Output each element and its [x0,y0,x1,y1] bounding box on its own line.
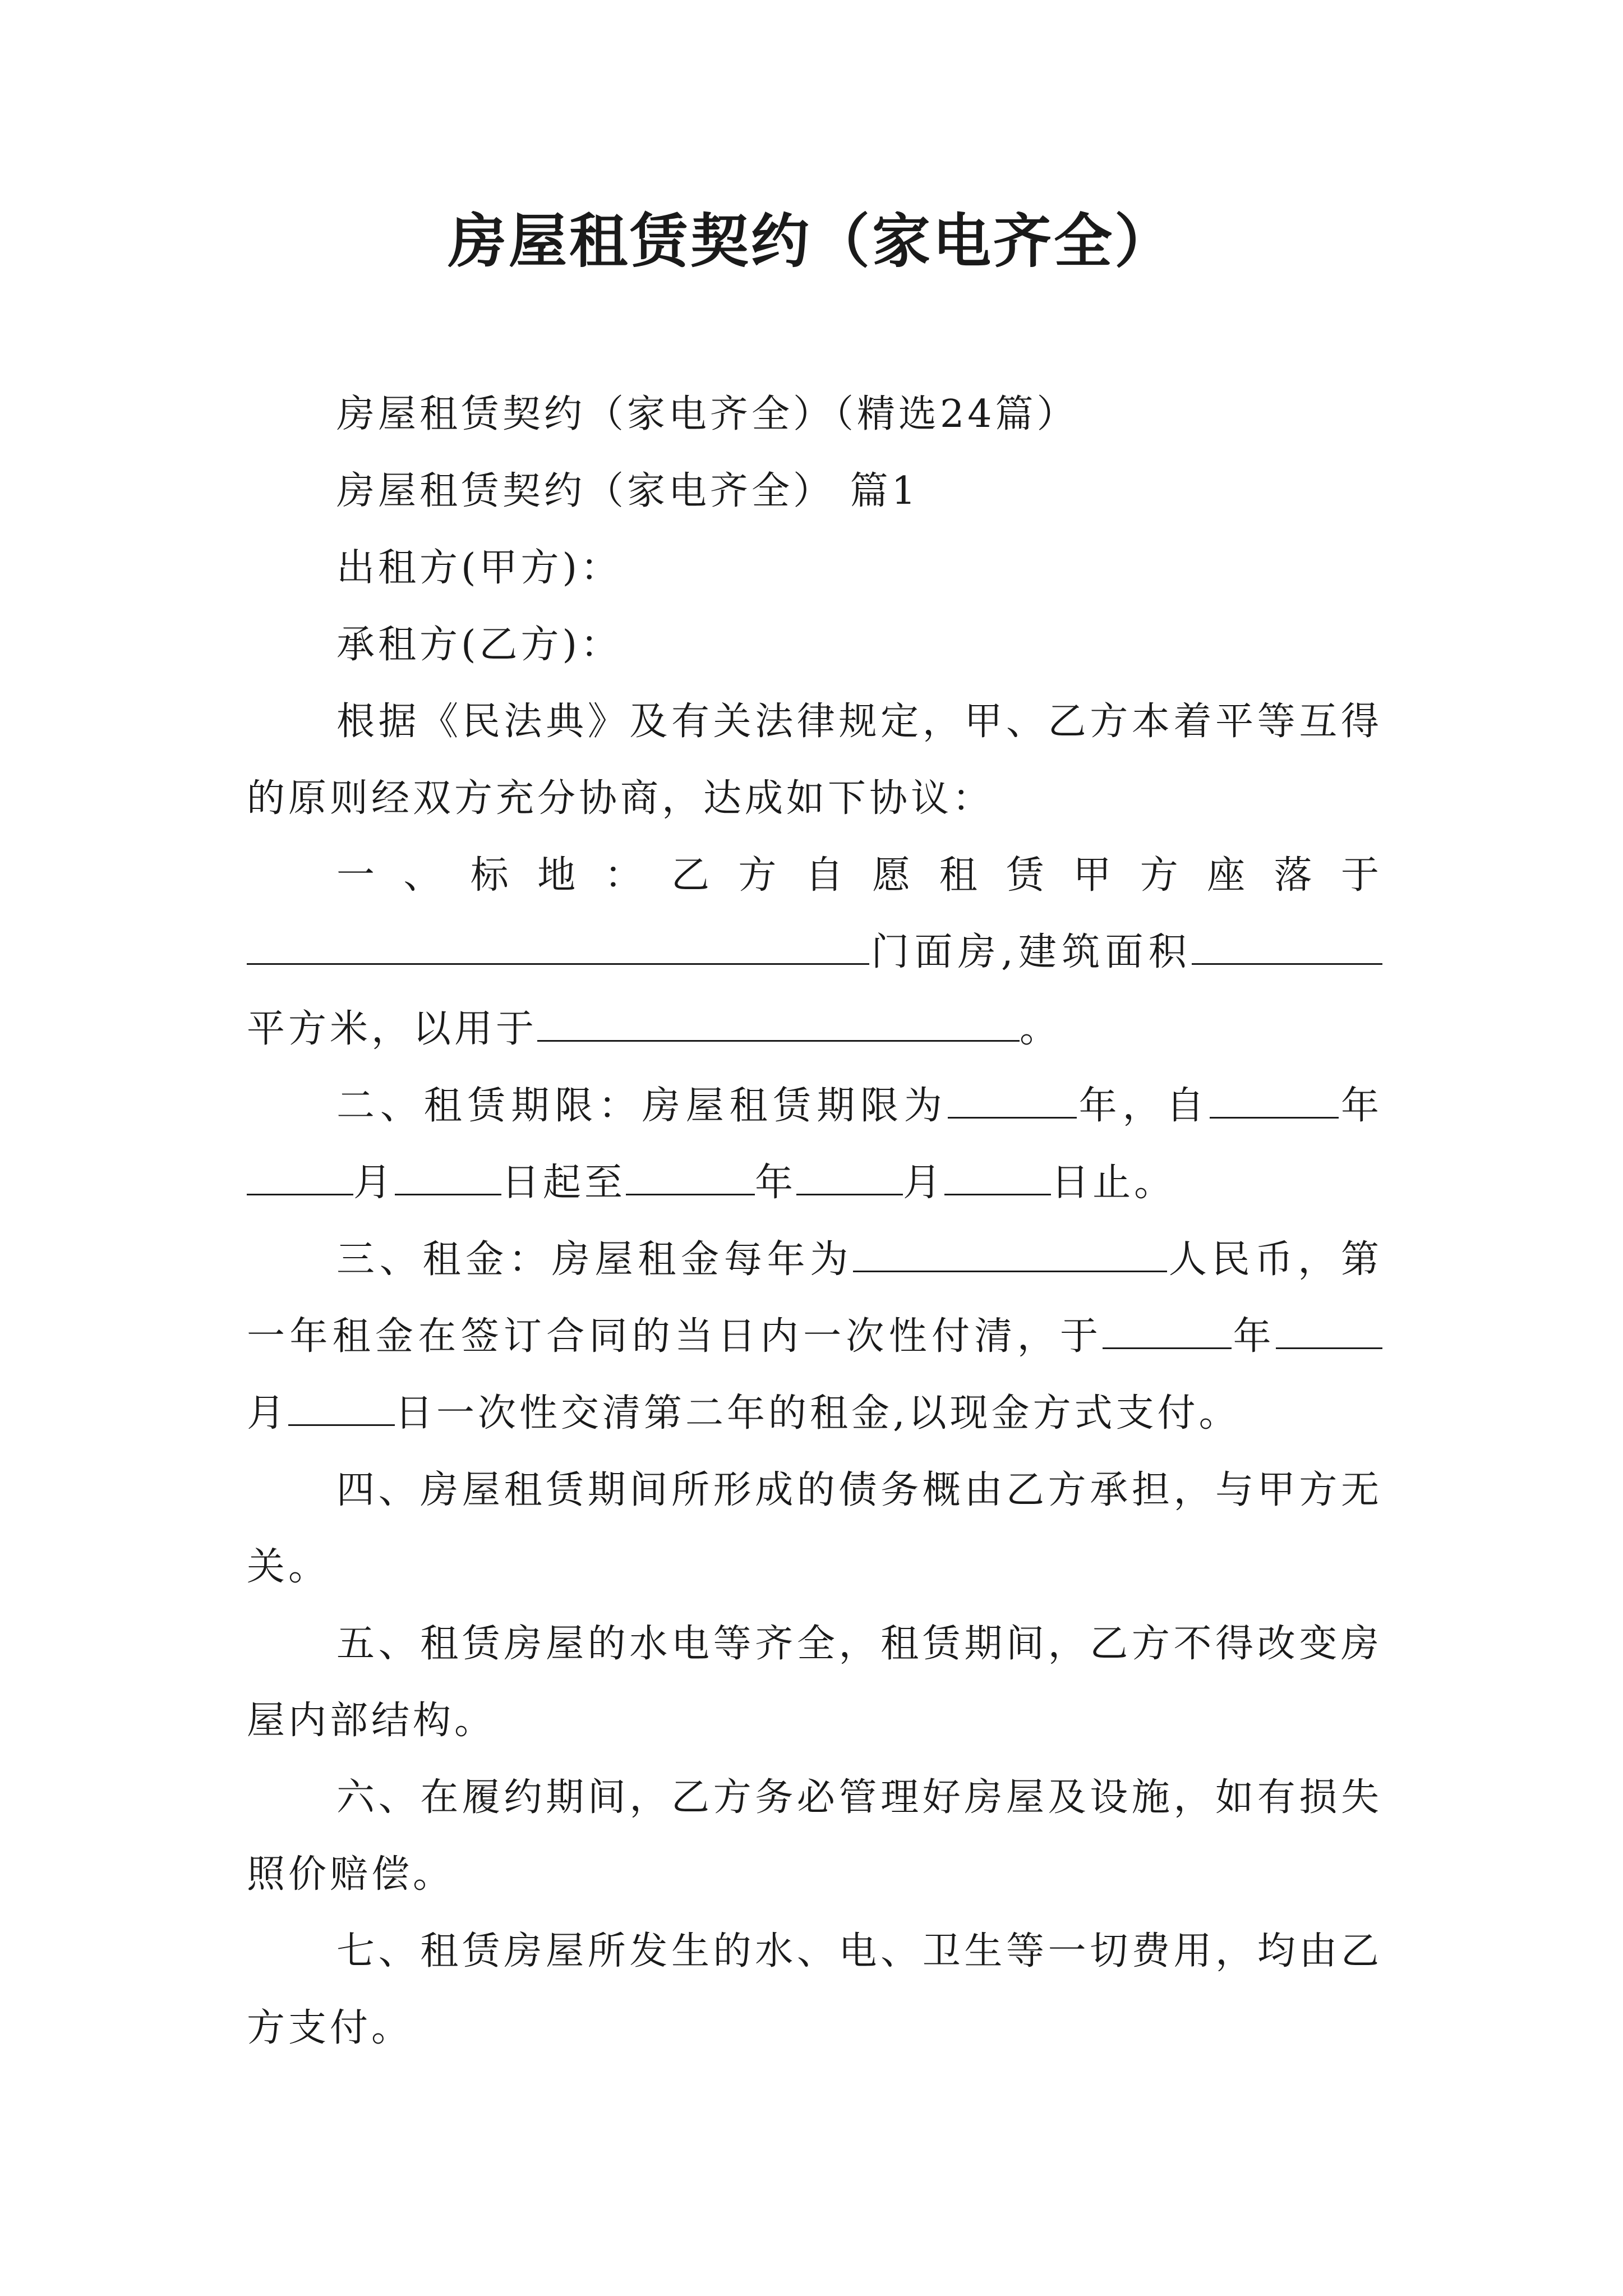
clause-1-text-c: 平方米，以用于 [247,1007,538,1051]
clause-2-text-f: 年 [755,1161,797,1205]
annual-rent-blank [853,1236,1167,1272]
paragraph-lessor: 出租方(甲方)： [336,546,623,590]
paragraph-lessee: 承租方(乙方)： [336,623,623,667]
start-day-blank [395,1159,501,1195]
clause-1-text-d: 。 [1020,1007,1062,1051]
clause-2-text-a: 二、租赁期限：房屋租赁期限为 [336,1084,948,1128]
clause-1-text-a: 一、标地：乙方自愿租赁甲方座落于 [336,853,1382,898]
payment-year-blank [1103,1313,1232,1349]
clause-1-premises [247,837,1382,1068]
payment-month-blank [1276,1313,1382,1349]
paragraph-preamble: 根据《民法典》及有关法律规定，甲、乙方本着平等互得的原则经双方充分协商，达成如下协议： [247,700,1382,821]
end-month-blank [796,1159,903,1195]
clause-2-term [247,1068,1382,1221]
paragraph-collection-title: 房屋租赁契约（家电齐全）（精选24篇） [336,392,1078,436]
clause-5-utilities: 五、租赁房屋的水电等齐全，租赁期间，乙方不得改变房屋内部结构。 [247,1622,1382,1743]
clause-7-expenses: 七、租赁房屋所发生的水、电、卫生等一切费用，均由乙方支付。 [247,1929,1382,2050]
clause-3-text-e: 日一次性交清第二年的租金,以现金方式支付。 [395,1391,1241,1435]
end-day-blank [944,1159,1051,1195]
clause-1-text-b: 门面房,建筑面积 [869,930,1192,974]
clause-2-text-c: 年 [1339,1084,1382,1128]
payment-day-blank [288,1389,395,1426]
document-body [247,376,1382,2067]
start-year-blank [1210,1082,1339,1119]
clause-3-text-d: 月 [247,1391,289,1435]
start-month-blank [247,1159,353,1195]
clause-2-text-e: 日起至 [501,1161,626,1205]
clause-2-text-d: 月 [353,1161,395,1205]
paragraph-article-heading: 房屋租赁契约（家电齐全） 篇1 [336,469,919,513]
clause-3-text-b: 人民币，第一年租金在签订合同的当日内一次性付清，于 [247,1237,1382,1359]
clause-3-text-a: 三、租金：房屋租金每年为 [336,1237,854,1282]
end-year-blank [626,1159,755,1195]
clause-6-maintenance: 六、在履约期间，乙方务必管理好房屋及设施，如有损失照价赔偿。 [247,1775,1382,1897]
document-title: 房屋租赁契约（家电齐全） [448,206,1175,275]
clause-2-text-g: 月 [903,1161,945,1205]
term-years-blank [948,1082,1077,1119]
clause-3-text-c: 年 [1232,1314,1276,1359]
location-blank [247,928,869,965]
usage-blank [537,1005,1020,1042]
area-blank [1192,928,1382,965]
clause-3-rent [247,1221,1382,1452]
clause-2-text-h: 日止。 [1051,1161,1176,1205]
clause-4-debts: 四、房屋租赁期间所形成的债务概由乙方承担，与甲方无关。 [247,1468,1382,1589]
clause-2-text-b: 年，自 [1076,1084,1210,1128]
